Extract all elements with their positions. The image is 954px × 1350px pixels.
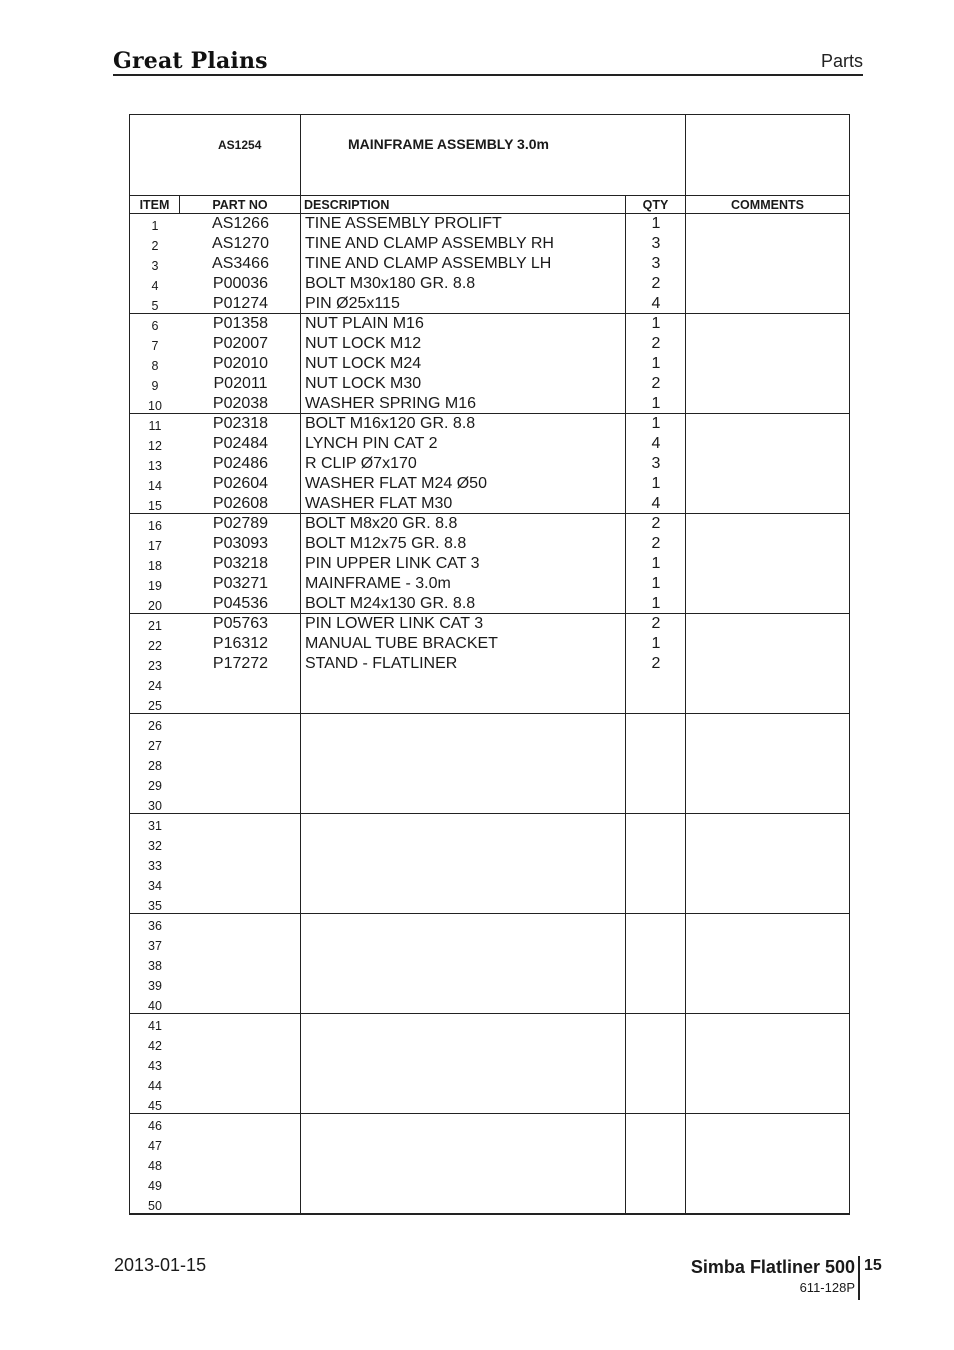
quantity: 4 <box>651 435 661 452</box>
part-number <box>180 714 301 734</box>
part-description: PIN LOWER LINK CAT 3 <box>305 615 484 632</box>
part-description: PIN Ø25x115 <box>305 295 400 312</box>
part-number: P00036 <box>212 275 269 292</box>
part-description <box>305 954 625 974</box>
item-number: 41 <box>148 1019 162 1033</box>
table-row <box>130 494 849 514</box>
item-number: 37 <box>148 939 162 953</box>
part-description: LYNCH PIN CAT 2 <box>305 435 438 452</box>
table-row <box>130 214 849 234</box>
part-number: P02318 <box>212 415 269 432</box>
item-number: 14 <box>148 479 162 493</box>
part-number <box>180 854 301 874</box>
quantity: 4 <box>651 295 661 312</box>
part-description <box>305 674 625 694</box>
assembly-part-no: AS1254 <box>218 138 262 152</box>
quantity <box>626 994 686 1014</box>
table-row <box>130 734 849 754</box>
part-description <box>305 754 625 774</box>
table-row <box>130 474 849 494</box>
part-description <box>305 934 625 954</box>
quantity: 1 <box>651 415 661 432</box>
part-description <box>305 1194 625 1214</box>
part-description: NUT LOCK M12 <box>305 335 422 352</box>
item-number: 30 <box>148 799 162 813</box>
table-row <box>130 1114 849 1134</box>
quantity: 1 <box>651 395 661 412</box>
part-number <box>180 674 301 694</box>
part-description <box>305 1154 625 1174</box>
part-description <box>305 1134 625 1154</box>
part-description: BOLT M30x180 GR. 8.8 <box>305 275 476 292</box>
quantity <box>626 694 686 714</box>
table-row <box>130 594 849 614</box>
table-row <box>130 834 849 854</box>
item-number: 27 <box>148 739 162 753</box>
item-number: 39 <box>148 979 162 993</box>
table-row <box>130 954 849 974</box>
item-number: 31 <box>148 819 162 833</box>
header-rule <box>113 74 863 76</box>
table-row <box>130 914 849 934</box>
quantity <box>626 954 686 974</box>
table-row <box>130 674 849 694</box>
table-row <box>130 1074 849 1094</box>
column-divider <box>625 214 626 1214</box>
quantity: 3 <box>651 255 661 272</box>
part-number: P02007 <box>212 335 269 352</box>
part-description: STAND - FLATLINER <box>305 655 458 672</box>
item-number: 28 <box>148 759 162 773</box>
part-description: BOLT M8x20 GR. 8.8 <box>305 515 458 532</box>
quantity: 1 <box>651 315 661 332</box>
brand-logo: Great Plains <box>113 48 268 74</box>
item-number: 5 <box>151 299 159 313</box>
part-description: WASHER SPRING M16 <box>305 395 476 412</box>
part-number <box>180 1014 301 1034</box>
table-row <box>130 694 849 714</box>
table-row <box>130 294 849 314</box>
part-description: PIN UPPER LINK CAT 3 <box>305 555 480 572</box>
table-row <box>130 1034 849 1054</box>
part-number <box>180 774 301 794</box>
part-number <box>180 974 301 994</box>
table-row <box>130 514 849 534</box>
part-number: P02486 <box>212 455 269 472</box>
item-number: 40 <box>148 999 162 1013</box>
item-number: 36 <box>148 919 162 933</box>
table-row <box>130 754 849 774</box>
table-row <box>130 634 849 654</box>
table-row <box>130 314 849 334</box>
part-number <box>180 834 301 854</box>
table-row <box>130 334 849 354</box>
quantity <box>626 894 686 914</box>
quantity: 2 <box>651 335 661 352</box>
item-number: 21 <box>148 619 162 633</box>
part-number <box>180 1114 301 1134</box>
part-description <box>305 734 625 754</box>
product-name: Simba Flatliner 500 <box>690 1257 855 1277</box>
part-number: P01358 <box>212 315 269 332</box>
table-row <box>130 794 849 814</box>
column-header-description: DESCRIPTION <box>301 195 626 214</box>
parts-table <box>129 114 850 1215</box>
quantity <box>626 1094 686 1114</box>
part-description <box>305 794 625 814</box>
item-number: 10 <box>148 399 162 413</box>
table-row <box>130 774 849 794</box>
item-number: 1 <box>151 219 159 233</box>
table-row <box>130 254 849 274</box>
part-description <box>305 694 625 714</box>
part-description: MANUAL TUBE BRACKET <box>305 635 498 652</box>
part-number <box>180 1034 301 1054</box>
quantity: 2 <box>651 615 661 632</box>
quantity: 3 <box>651 235 661 252</box>
part-number: AS1266 <box>212 215 269 232</box>
part-description <box>305 994 625 1014</box>
section-label: Parts <box>820 51 863 71</box>
part-description <box>305 974 625 994</box>
item-number: 7 <box>151 339 159 353</box>
part-description <box>305 894 625 914</box>
column-divider <box>685 214 686 1214</box>
part-number: P02789 <box>212 515 269 532</box>
part-description <box>305 714 625 734</box>
issue-date: 2013-01-15 <box>114 1255 207 1275</box>
part-number: AS3466 <box>212 255 269 272</box>
part-number: P02608 <box>212 495 269 512</box>
part-description <box>305 1014 625 1034</box>
table-row <box>130 814 849 834</box>
item-number: 50 <box>148 1199 162 1213</box>
part-number: P04536 <box>212 595 269 612</box>
table-row <box>130 434 849 454</box>
column-header-part-no: PART NO <box>180 195 301 214</box>
item-number: 32 <box>148 839 162 853</box>
table-row <box>130 374 849 394</box>
item-number: 11 <box>148 419 162 433</box>
part-number <box>180 1054 301 1074</box>
item-number: 49 <box>148 1179 162 1193</box>
part-description <box>305 1074 625 1094</box>
table-row <box>130 1134 849 1154</box>
column-header-item: ITEM <box>130 195 180 214</box>
quantity: 1 <box>651 475 661 492</box>
quantity: 1 <box>651 635 661 652</box>
table-row <box>130 934 849 954</box>
part-description: R CLIP Ø7x170 <box>305 455 417 472</box>
part-number: P02038 <box>212 395 269 412</box>
part-number <box>180 1134 301 1154</box>
part-description <box>305 874 625 894</box>
part-description <box>305 774 625 794</box>
item-number: 9 <box>151 379 159 393</box>
item-number: 47 <box>148 1139 162 1153</box>
quantity: 1 <box>651 355 661 372</box>
column-header-comments: COMMENTS <box>686 195 849 214</box>
quantity <box>626 1134 686 1154</box>
item-number: 2 <box>151 239 159 253</box>
table-row <box>130 1054 849 1074</box>
item-number: 34 <box>148 879 162 893</box>
quantity <box>626 774 686 794</box>
part-description <box>305 814 625 834</box>
quantity: 1 <box>651 575 661 592</box>
item-number: 22 <box>148 639 162 653</box>
part-description <box>305 914 625 934</box>
part-description: BOLT M12x75 GR. 8.8 <box>305 535 467 552</box>
part-number <box>180 1194 301 1214</box>
quantity <box>626 1034 686 1054</box>
quantity <box>626 714 686 734</box>
item-number: 44 <box>148 1079 162 1093</box>
part-description: NUT PLAIN M16 <box>305 315 424 332</box>
part-number: P05763 <box>212 615 269 632</box>
part-description <box>305 1094 625 1114</box>
quantity: 4 <box>651 495 661 512</box>
part-description <box>305 1114 625 1134</box>
part-number: P17272 <box>212 655 269 672</box>
item-number: 42 <box>148 1039 162 1053</box>
table-row <box>130 574 849 594</box>
part-number <box>180 954 301 974</box>
table-row <box>130 1014 849 1034</box>
quantity <box>626 1174 686 1194</box>
table-row <box>130 394 849 414</box>
part-number: P02604 <box>212 475 269 492</box>
table-row <box>130 534 849 554</box>
part-description: TINE AND CLAMP ASSEMBLY LH <box>305 255 552 272</box>
item-number: 38 <box>148 959 162 973</box>
item-number: 4 <box>151 279 159 293</box>
part-number <box>180 1154 301 1174</box>
quantity <box>626 1074 686 1094</box>
part-number: P03271 <box>212 575 269 592</box>
quantity <box>626 794 686 814</box>
item-number: 33 <box>148 859 162 873</box>
table-row <box>130 274 849 294</box>
part-description: NUT LOCK M30 <box>305 375 422 392</box>
part-number: P02484 <box>212 435 269 452</box>
part-number <box>180 934 301 954</box>
page-number: 15 <box>864 1257 882 1274</box>
item-number: 15 <box>148 499 162 513</box>
quantity: 2 <box>651 375 661 392</box>
part-description: TINE ASSEMBLY PROLIFT <box>305 215 502 232</box>
quantity: 2 <box>651 535 661 552</box>
quantity <box>626 1014 686 1034</box>
quantity <box>626 1054 686 1074</box>
part-number <box>180 1174 301 1194</box>
part-number <box>180 894 301 914</box>
part-number <box>180 994 301 1014</box>
quantity: 1 <box>651 595 661 612</box>
assembly-title: MAINFRAME ASSEMBLY 3.0m <box>348 136 549 152</box>
item-number: 6 <box>151 319 159 333</box>
item-number: 8 <box>151 359 159 373</box>
quantity <box>626 874 686 894</box>
table-row <box>130 854 849 874</box>
column-divider <box>300 214 301 1214</box>
part-number: P03218 <box>212 555 269 572</box>
quantity <box>626 974 686 994</box>
quantity <box>626 754 686 774</box>
table-row <box>130 234 849 254</box>
table-row <box>130 654 849 674</box>
part-description: BOLT M24x130 GR. 8.8 <box>305 595 476 612</box>
quantity <box>626 834 686 854</box>
quantity <box>626 1194 686 1214</box>
part-number <box>180 754 301 774</box>
table-row <box>130 454 849 474</box>
part-description <box>305 834 625 854</box>
table-body <box>130 214 849 1214</box>
quantity <box>626 1114 686 1134</box>
quantity <box>626 1154 686 1174</box>
part-description <box>305 1174 625 1194</box>
item-number: 43 <box>148 1059 162 1073</box>
table-row <box>130 1174 849 1194</box>
part-number: P02010 <box>212 355 269 372</box>
part-description: NUT LOCK M24 <box>305 355 422 372</box>
part-description: MAINFRAME - 3.0m <box>305 575 451 592</box>
part-number <box>180 694 301 714</box>
part-number: P16312 <box>212 635 269 652</box>
document-number: 611-128P <box>799 1280 855 1295</box>
item-number: 3 <box>151 259 159 273</box>
quantity: 1 <box>651 215 661 232</box>
quantity: 2 <box>651 275 661 292</box>
part-number <box>180 794 301 814</box>
part-number <box>180 1094 301 1114</box>
part-description: TINE AND CLAMP ASSEMBLY RH <box>305 235 554 252</box>
quantity: 3 <box>651 455 661 472</box>
item-number: 48 <box>148 1159 162 1173</box>
part-number <box>180 814 301 834</box>
table-row <box>130 974 849 994</box>
item-number: 26 <box>148 719 162 733</box>
quantity <box>626 854 686 874</box>
table-row <box>130 994 849 1014</box>
part-description: WASHER FLAT M24 Ø50 <box>305 475 487 492</box>
item-number: 17 <box>148 539 162 553</box>
assembly-title-row <box>130 115 849 196</box>
part-description <box>305 1034 625 1054</box>
table-row <box>130 1094 849 1114</box>
table-row <box>130 554 849 574</box>
part-number <box>180 914 301 934</box>
item-number: 13 <box>148 459 162 473</box>
table-row <box>130 354 849 374</box>
item-number: 45 <box>148 1099 162 1113</box>
part-number: P02011 <box>213 375 268 392</box>
part-number <box>180 734 301 754</box>
item-number: 12 <box>148 439 162 453</box>
part-number <box>180 1074 301 1094</box>
item-number: 46 <box>148 1119 162 1133</box>
table-row <box>130 1154 849 1174</box>
item-number: 23 <box>148 659 162 673</box>
part-description: WASHER FLAT M30 <box>305 495 453 512</box>
table-row <box>130 414 849 434</box>
quantity <box>626 934 686 954</box>
part-description <box>305 1054 625 1074</box>
part-description: BOLT M16x120 GR. 8.8 <box>305 415 476 432</box>
part-number <box>180 874 301 894</box>
item-number: 29 <box>148 779 162 793</box>
quantity <box>626 674 686 694</box>
table-row <box>130 894 849 914</box>
table-row <box>130 1194 849 1214</box>
quantity <box>626 914 686 934</box>
item-number: 20 <box>148 599 162 613</box>
part-number: P01274 <box>212 295 269 312</box>
quantity: 2 <box>651 515 661 532</box>
part-description <box>305 854 625 874</box>
table-row <box>130 874 849 894</box>
table-row <box>130 714 849 734</box>
quantity: 2 <box>651 655 661 672</box>
part-number: P03093 <box>212 535 269 552</box>
item-number: 18 <box>148 559 162 573</box>
item-number: 19 <box>148 579 162 593</box>
footer-rule <box>858 1256 860 1300</box>
quantity <box>626 734 686 754</box>
column-header-qty: QTY <box>626 195 686 214</box>
item-number: 35 <box>148 899 162 913</box>
table-row <box>130 614 849 634</box>
quantity <box>626 814 686 834</box>
item-number: 25 <box>148 699 162 713</box>
part-number: AS1270 <box>212 235 269 252</box>
item-number: 16 <box>148 519 162 533</box>
item-number: 24 <box>148 679 162 693</box>
quantity: 1 <box>651 555 661 572</box>
